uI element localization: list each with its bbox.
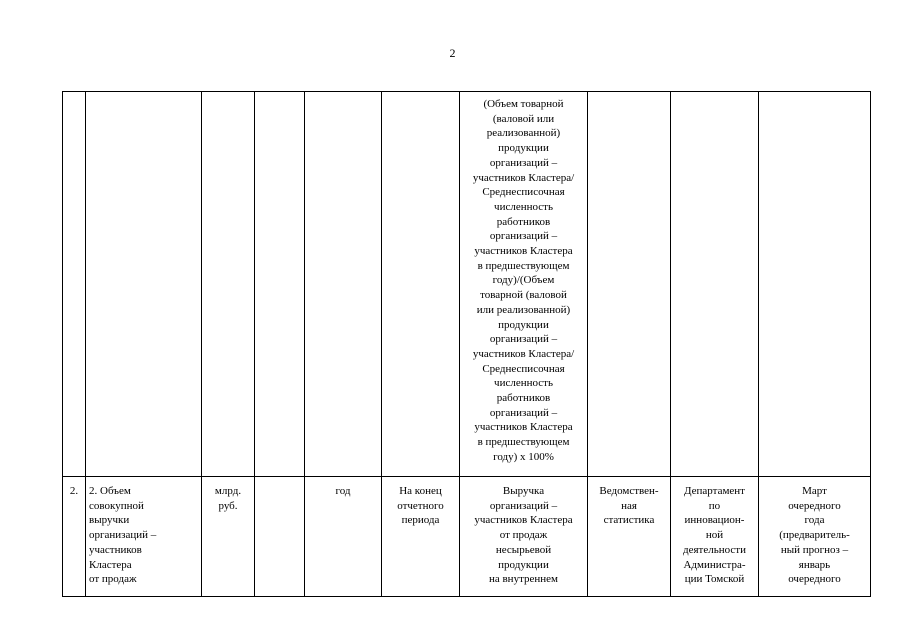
cell-responsible <box>671 477 759 597</box>
text-line: продукции <box>498 558 549 571</box>
cell-deadline <box>759 477 871 597</box>
text-line: от продаж <box>89 573 137 586</box>
text-line: ной <box>705 529 724 542</box>
text-line: участников Кластера <box>474 514 573 527</box>
text-line: деятельности <box>683 543 746 556</box>
text-line: участников Кластера <box>474 245 573 258</box>
text-line: года <box>804 514 825 527</box>
text-line: реализованной) <box>486 127 561 140</box>
cell-number: 2. <box>63 477 86 597</box>
text-line: работников <box>496 215 551 228</box>
text-line: отчетного <box>397 499 444 512</box>
text-line: Ведомствен- <box>599 485 659 497</box>
cell-formula <box>460 477 588 597</box>
text-line: совокупной <box>89 499 144 512</box>
cell-unit <box>202 477 255 597</box>
text-line: организаций – <box>489 499 558 512</box>
cell-col3 <box>255 477 305 597</box>
text-line: организаций – <box>489 406 558 419</box>
cell-responsible <box>671 92 759 477</box>
text-line: численность <box>494 200 553 213</box>
cell-periodicity: год <box>305 477 382 597</box>
text-line: выручки <box>89 514 130 527</box>
cell-source <box>588 477 671 597</box>
cell-number <box>63 92 86 477</box>
text-line: очередного <box>788 499 841 512</box>
text-line: организаций – <box>489 230 558 243</box>
text-line: (Объем товарной <box>483 98 564 110</box>
text-line: Март <box>802 485 827 497</box>
text-line: от продаж <box>499 529 548 542</box>
text-line: товарной (валовой <box>480 289 567 302</box>
text-line: очередного <box>788 573 841 586</box>
table-row <box>63 477 871 597</box>
cell-source <box>588 92 671 477</box>
text-line: ный прогноз – <box>780 543 849 556</box>
cell-deadline <box>759 92 871 477</box>
text-line: Выручка <box>502 485 545 497</box>
cell-indicator <box>86 92 202 477</box>
indicators-table <box>62 91 871 597</box>
cell-formula <box>460 92 588 477</box>
table-row <box>63 92 871 477</box>
text-line: продукции <box>498 318 549 331</box>
cell-unit <box>202 92 255 477</box>
text-line: организаций – <box>89 529 157 542</box>
text-line: численность <box>494 377 553 390</box>
text-line: Среднесписочная <box>482 362 565 375</box>
text-line: На конец <box>399 485 442 497</box>
text-line: статистика <box>603 514 655 527</box>
text-line: участников Кластера/ <box>472 347 575 360</box>
text-line: руб. <box>218 499 238 512</box>
text-line: (предваритель- <box>779 529 850 542</box>
text-line: организаций – <box>489 156 558 169</box>
text-line: году) х 100% <box>493 450 554 463</box>
cell-indicator <box>86 477 202 597</box>
text-line: периода <box>401 514 440 527</box>
text-line: млрд. <box>214 485 242 497</box>
text-line: ции Томской <box>684 573 745 586</box>
text-line: 2. Объем <box>89 485 131 497</box>
text-line: инновацион- <box>684 514 745 527</box>
page-number: 2 <box>449 46 456 60</box>
text-line: работников <box>496 392 551 405</box>
text-line: январь <box>798 558 831 571</box>
cell-periodicity <box>305 92 382 477</box>
text-line: участников <box>89 543 142 556</box>
text-line: Департамент <box>683 485 745 497</box>
text-line: по <box>708 499 721 512</box>
text-line: в предшествующем <box>477 259 570 272</box>
text-line: Администра- <box>683 558 746 571</box>
text-line: или реализованной) <box>476 303 571 316</box>
text-line: Среднесписочная <box>482 186 565 199</box>
text-line: ная <box>621 499 637 512</box>
text-line: продукции <box>498 142 549 155</box>
cell-timing <box>382 477 460 597</box>
text-line: несырьевой <box>495 543 552 556</box>
cell-col3 <box>255 92 305 477</box>
text-line: организаций – <box>489 333 558 346</box>
cell-timing <box>382 92 460 477</box>
text-line: Кластера <box>89 558 132 571</box>
text-line: участников Кластера/ <box>472 171 575 184</box>
text-line: на внутреннем <box>488 573 559 586</box>
text-line: (валовой или <box>492 112 555 125</box>
text-line: году)/(Объем <box>492 274 555 287</box>
text-line: участников Кластера <box>474 421 573 434</box>
text-line: в предшествующем <box>477 436 570 449</box>
